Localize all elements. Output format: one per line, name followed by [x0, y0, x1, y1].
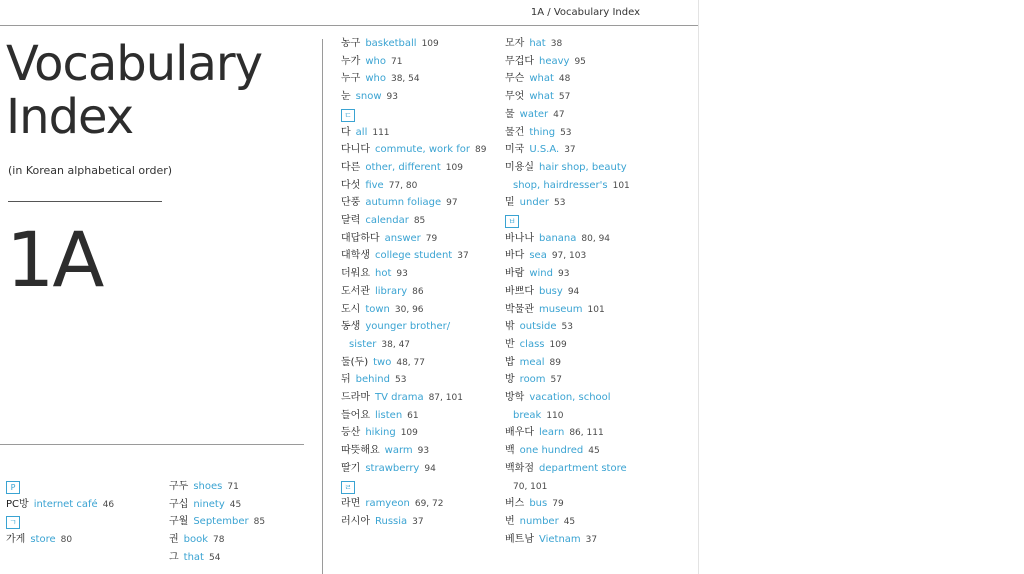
- english-meaning: library: [374, 286, 408, 297]
- korean-term: 바나나: [505, 233, 534, 244]
- page-reference: 37: [457, 251, 469, 261]
- index-entry: [505, 143, 576, 157]
- korean-term: 농구: [341, 38, 361, 49]
- index-entry: [505, 338, 567, 352]
- index-entry: [169, 551, 220, 565]
- page-title: [6, 38, 262, 144]
- index-entry: [6, 533, 72, 547]
- korean-term: 도시: [341, 304, 361, 315]
- english-meaning: heavy: [538, 56, 570, 67]
- title-rule: [8, 201, 162, 202]
- english-meaning: answer: [384, 233, 421, 244]
- korean-term: 백화점: [505, 463, 534, 474]
- page-subtitle: (in Korean alphabetical order): [8, 164, 173, 177]
- page-reference: 71: [227, 482, 239, 492]
- english-meaning: ramyeon: [365, 498, 410, 509]
- english-meaning: hot: [374, 268, 392, 279]
- page-reference: 38: [550, 39, 563, 49]
- title-line-1: Vocabulary: [6, 36, 263, 92]
- index-entry: [341, 373, 406, 387]
- korean-term: 무겁다: [505, 56, 534, 67]
- korean-term: 번: [505, 516, 515, 527]
- korean-term: 모자: [505, 38, 525, 49]
- korean-term: 방: [505, 374, 515, 385]
- page-reference: 95: [574, 57, 586, 67]
- page-reference: 101: [587, 305, 605, 315]
- korean-term: 밥: [505, 357, 515, 368]
- index-entry: [505, 515, 575, 529]
- page-reference: 53: [560, 128, 572, 138]
- english-meaning: calendar: [365, 215, 409, 226]
- korean-term: 둘(두): [341, 357, 369, 368]
- english-meaning: who: [365, 56, 386, 67]
- index-entry: [505, 249, 586, 263]
- korean-term: 무슨: [505, 73, 525, 84]
- korean-term: 라면: [341, 498, 361, 509]
- korean-term: 동생: [341, 321, 361, 332]
- korean-term: 따뜻해요: [341, 445, 380, 456]
- index-entry: [341, 285, 424, 299]
- english-meaning: wind: [529, 268, 553, 279]
- english-meaning: five: [365, 180, 384, 191]
- english-meaning: hair shop, beauty: [538, 162, 627, 173]
- english-meaning: ninety: [193, 499, 225, 510]
- page-reference: 77, 80: [388, 181, 418, 191]
- english-meaning: museum: [538, 304, 583, 315]
- english-meaning: warm: [384, 445, 413, 456]
- korean-term: 물건: [505, 127, 525, 138]
- korean-term: 미용실: [505, 162, 534, 173]
- index-entry: [341, 249, 469, 263]
- korean-term: 가게: [6, 534, 26, 545]
- index-entry: [341, 232, 437, 246]
- korean-term: 밑: [505, 197, 515, 208]
- index-entry: [505, 320, 573, 334]
- korean-term: 버스: [505, 498, 525, 509]
- index-entry: [505, 303, 605, 317]
- page-reference: 86: [412, 287, 424, 297]
- index-entry: [505, 426, 604, 440]
- index-entry: [505, 267, 569, 281]
- section-letter-badge: ㄷ: [341, 109, 355, 122]
- page-reference: 69, 72: [414, 499, 444, 509]
- page-reference: 53: [553, 198, 566, 208]
- english-meaning: Vietnam: [538, 534, 581, 545]
- index-entry-continuation: [505, 409, 564, 423]
- english-meaning: learn: [538, 427, 565, 438]
- page-reference: 93: [417, 446, 430, 456]
- english-meaning: strawberry: [365, 463, 420, 474]
- english-meaning: what: [529, 91, 554, 102]
- index-entry: [505, 108, 565, 122]
- page-reference: 70, 101: [513, 482, 548, 492]
- index-entry: [505, 55, 586, 69]
- index-entry: [341, 444, 429, 458]
- english-meaning: shop, hairdresser's: [513, 180, 608, 191]
- section-letter-badge: ㄱ: [6, 516, 20, 529]
- page-reference: 93: [386, 92, 398, 102]
- index-entry: [505, 533, 597, 547]
- page-reference: 86, 111: [569, 428, 604, 438]
- index-entry: [341, 37, 439, 51]
- english-meaning: busy: [538, 286, 563, 297]
- english-meaning: who: [365, 73, 386, 84]
- korean-term: 그: [169, 552, 179, 563]
- page-reference: 30, 96: [394, 305, 424, 315]
- english-meaning: store: [30, 534, 56, 545]
- section-letter-badge: P: [6, 481, 20, 494]
- page-reference: 45: [229, 500, 242, 510]
- page-reference: 38, 47: [381, 340, 411, 350]
- korean-term: 미국: [505, 144, 525, 155]
- page-reference: 80: [60, 535, 73, 545]
- index-entry: [341, 497, 443, 511]
- page-reference: 79: [425, 234, 438, 244]
- english-meaning: department store: [538, 463, 627, 474]
- page-reference: 97: [446, 198, 458, 208]
- index-entry: [341, 320, 455, 334]
- index-entry-continuation: [505, 480, 547, 494]
- korean-term: 반: [505, 339, 515, 350]
- korean-term: 다섯: [341, 180, 361, 191]
- page-reference: 53: [561, 322, 573, 332]
- index-entry: [505, 90, 570, 104]
- korean-term: 달력: [341, 215, 361, 226]
- korean-term: 누구: [341, 73, 361, 84]
- korean-term: 구두: [169, 481, 189, 492]
- page-reference: 37: [585, 535, 598, 545]
- korean-term: 백: [505, 445, 515, 456]
- page-reference: 110: [546, 411, 564, 421]
- index-entry: [341, 196, 458, 210]
- page-reference: 38, 54: [390, 74, 420, 84]
- page-reference: 101: [612, 181, 630, 191]
- index-entry: [341, 515, 424, 529]
- english-meaning: U.S.A.: [529, 144, 560, 155]
- index-entry: [6, 498, 114, 512]
- page-reference: 109: [400, 428, 418, 438]
- korean-term: 구십: [169, 499, 189, 510]
- unit-label: 1A: [6, 215, 103, 304]
- index-entry: [505, 462, 632, 476]
- page-reference: 48, 77: [396, 358, 425, 368]
- english-meaning: number: [519, 516, 559, 527]
- english-meaning: Russia: [374, 516, 408, 527]
- index-entry: [505, 72, 570, 86]
- page-reference: 109: [421, 39, 439, 49]
- index-entry: [341, 126, 390, 140]
- page-reference: 45: [563, 517, 576, 527]
- korean-term: 박물관: [505, 304, 534, 315]
- index-entry: [505, 373, 562, 387]
- english-meaning: town: [365, 304, 390, 315]
- index-entry: [341, 356, 425, 370]
- english-meaning: that: [183, 552, 204, 563]
- english-meaning: water: [519, 109, 549, 120]
- english-meaning: meal: [519, 357, 545, 368]
- index-entry: [505, 497, 564, 511]
- page-reference: 78: [213, 535, 225, 545]
- korean-term: 베트남: [505, 534, 534, 545]
- english-meaning: basketball: [365, 38, 417, 49]
- korean-term: 구월: [169, 516, 189, 527]
- english-meaning: commute, work for: [374, 144, 470, 155]
- index-entry: [505, 126, 572, 140]
- english-meaning: outside: [519, 321, 557, 332]
- english-meaning: sea: [529, 250, 547, 261]
- korean-term: 들어요: [341, 410, 370, 421]
- english-meaning: hiking: [365, 427, 396, 438]
- index-entry: [505, 356, 561, 370]
- english-meaning: banana: [538, 233, 577, 244]
- korean-term: 바쁘다: [505, 286, 534, 297]
- korean-term: 눈: [341, 91, 351, 102]
- english-meaning: what: [529, 73, 554, 84]
- index-entry: [341, 72, 420, 86]
- column-divider: [322, 39, 323, 574]
- page-reference: 80, 94: [581, 234, 611, 244]
- english-meaning: college student: [374, 250, 453, 261]
- english-meaning: shoes: [193, 481, 223, 492]
- index-entry: [169, 515, 265, 529]
- section-divider: [0, 444, 304, 445]
- page-reference: 37: [564, 145, 576, 155]
- index-entry: [341, 409, 419, 423]
- page-reference: 46: [102, 500, 115, 510]
- index-entry: [341, 391, 463, 405]
- english-meaning: behind: [355, 374, 390, 385]
- section-letter-badge: ㄹ: [341, 481, 355, 494]
- index-entry: [341, 90, 398, 104]
- page-reference: 54: [208, 553, 221, 563]
- index-entry: [505, 285, 579, 299]
- korean-term: 물: [505, 109, 515, 120]
- index-entry: [169, 533, 225, 547]
- english-meaning: TV drama: [374, 392, 424, 403]
- page-reference: 79: [552, 499, 564, 509]
- korean-term: 누가: [341, 56, 361, 67]
- korean-term: 방학: [505, 392, 525, 403]
- korean-term: 더워요: [341, 268, 370, 279]
- korean-term: 다니다: [341, 144, 370, 155]
- korean-term: 다른: [341, 162, 361, 173]
- page-reference: 94: [567, 287, 580, 297]
- page-reference: 71: [390, 57, 403, 67]
- index-entry: [341, 303, 424, 317]
- page-reference: 48: [558, 74, 571, 84]
- korean-term: 단풍: [341, 197, 361, 208]
- page-reference: 111: [372, 128, 390, 138]
- page-reference: 93: [396, 269, 408, 279]
- index-entry: [505, 444, 600, 458]
- english-meaning: vacation, school: [529, 392, 611, 403]
- page-reference: 109: [549, 340, 567, 350]
- korean-term: 러시아: [341, 516, 370, 527]
- korean-term: PC방: [6, 499, 29, 510]
- index-entry: [341, 55, 402, 69]
- index-entry: [505, 37, 562, 51]
- index-entry: [341, 214, 425, 228]
- korean-term: 대학생: [341, 250, 370, 261]
- running-header: 1A / Vocabulary Index: [530, 7, 640, 18]
- korean-term: 밖: [505, 321, 515, 332]
- index-entry: [505, 161, 632, 175]
- header-rule: [0, 25, 698, 26]
- page-reference: 87, 101: [428, 393, 463, 403]
- korean-term: 권: [169, 534, 179, 545]
- english-meaning: internet café: [33, 499, 98, 510]
- english-meaning: autumn foliage: [365, 197, 442, 208]
- korean-term: 바다: [505, 250, 525, 261]
- page-reference: 61: [407, 411, 419, 421]
- index-entry: [341, 179, 417, 193]
- section-letter-badge: ㅂ: [505, 215, 519, 228]
- english-meaning: two: [373, 357, 392, 368]
- page-reference: 53: [394, 375, 407, 385]
- korean-term: 도서관: [341, 286, 370, 297]
- english-meaning: book: [183, 534, 209, 545]
- english-meaning: one hundred: [519, 445, 584, 456]
- page-reference: 89: [549, 358, 561, 368]
- index-entry: [505, 232, 610, 246]
- page-reference: 94: [424, 464, 436, 474]
- english-meaning: thing: [529, 127, 556, 138]
- korean-term: 등산: [341, 427, 361, 438]
- english-meaning: younger brother/: [365, 321, 451, 332]
- page-reference: 57: [558, 92, 571, 102]
- index-entry: [341, 462, 436, 476]
- english-meaning: snow: [355, 91, 382, 102]
- english-meaning: other, different: [365, 162, 441, 173]
- index-entry: [505, 196, 565, 210]
- index-entry: [169, 498, 241, 512]
- english-meaning: listen: [374, 410, 403, 421]
- index-entry: [341, 426, 418, 440]
- korean-term: 바람: [505, 268, 525, 279]
- page-reference: 37: [412, 517, 424, 527]
- english-meaning: bus: [529, 498, 548, 509]
- page-reference: 45: [588, 446, 600, 456]
- page-reference: 97, 103: [551, 251, 587, 261]
- korean-term: 다: [341, 127, 351, 138]
- english-meaning: break: [513, 410, 542, 421]
- page-reference: 57: [550, 375, 562, 385]
- index-entry-continuation: [341, 338, 410, 352]
- korean-term: 배우다: [505, 427, 534, 438]
- english-meaning: class: [519, 339, 545, 350]
- page-reference: 93: [557, 269, 570, 279]
- english-meaning: under: [519, 197, 549, 208]
- index-entry: [341, 143, 486, 157]
- page-reference: 109: [445, 163, 463, 173]
- english-meaning: all: [355, 127, 368, 138]
- index-entry: [169, 480, 239, 494]
- page-reference: 89: [474, 145, 487, 155]
- english-meaning: September: [193, 516, 249, 527]
- korean-term: 딸기: [341, 463, 361, 474]
- korean-term: 뒤: [341, 374, 351, 385]
- index-entry-continuation: [505, 179, 630, 193]
- korean-term: 대답하다: [341, 233, 380, 244]
- index-entry: [341, 161, 463, 175]
- page-reference: 85: [413, 216, 426, 226]
- english-meaning: room: [519, 374, 546, 385]
- page-reference: 47: [553, 110, 565, 120]
- english-meaning: sister: [349, 339, 377, 350]
- index-entry: [341, 267, 408, 281]
- index-entry: [505, 391, 616, 405]
- english-meaning: hat: [529, 38, 546, 49]
- korean-term: 드라마: [341, 392, 370, 403]
- page-reference: 85: [253, 517, 266, 527]
- korean-term: 무엇: [505, 91, 525, 102]
- title-line-2: Index: [6, 89, 134, 145]
